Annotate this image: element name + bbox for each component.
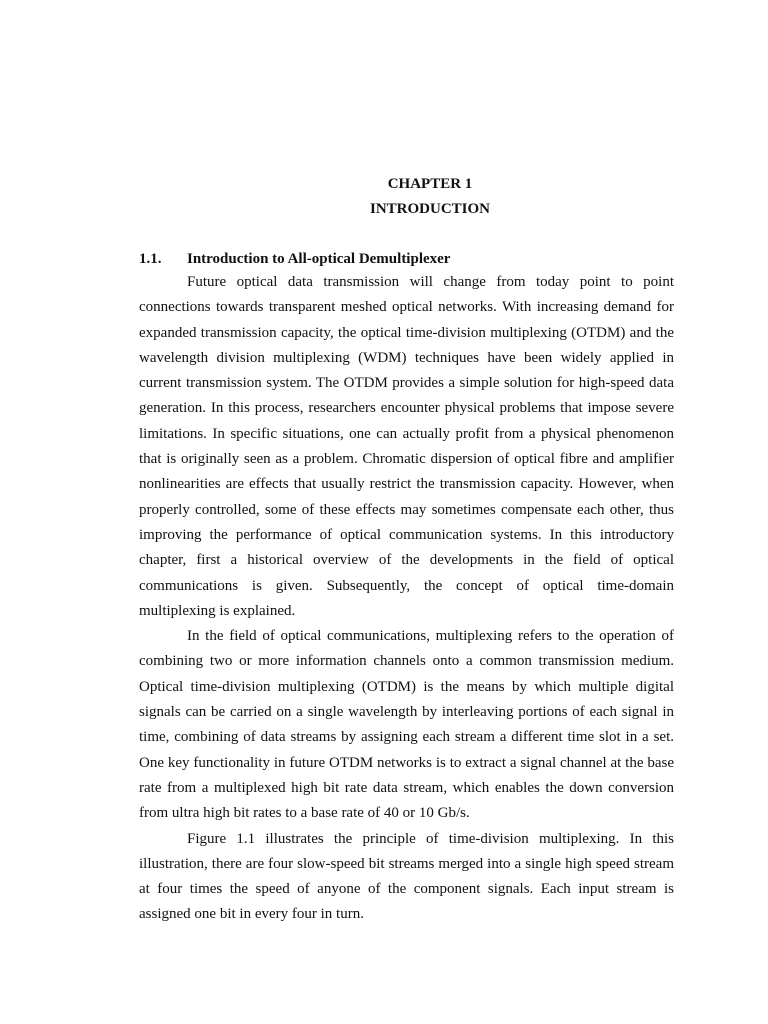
chapter-title: INTRODUCTION: [369, 201, 490, 217]
chapter-label: CHAPTER 1: [387, 176, 473, 192]
body-text: [139, 270, 674, 928]
paragraph: In the field of optical communications, multiplexing refers to the operation of combining two or more information channels onto a common transmission medium. Optical time-division multiplexing (OTDM) is the means by which multiple digital signals can be carried on a single wavelength by interleaving portions of each signal in time, combining of data streams by assigning each stream a different time slot in a set. One key functionality in future OTDM networks is to extract a signal channel at the base rate from a multiplexed high bit rate data stream, which enables the down conversion from ultra high bit rates to a base rate of 40 or 10 Gb/s.: [139, 628, 674, 822]
chapter-header: [139, 172, 721, 222]
section-title: Introduction to All-optical Demultiplexer: [187, 251, 451, 267]
paragraph: Future optical data transmission will change from today point to point connections towards transparent meshed optical networks. With increasing demand for expanded transmission capacity, the optical time-division multiplexing (OTDM) and the wavelength division multiplexing (WDM) techniques have been widely applied in current transmission system. The OTDM provides a simple solution for high-speed data generation. In this process, researchers encounter physical problems that impose severe limitations. In specific situations, one can actually profit from a physical phenomenon that is originally seen as a problem. Chromatic dispersion of optical fibre and amplifier nonlinearities are effects that usually restrict the transmission capacity. However, when properly controlled, some of these effects may sometimes compensate each other, thus improving the performance of optical communication systems. In this introductory chapter, first a historical overview of the developments in the field of optical communications is given. Subsequently, the concept of optical time-domain multiplexing is explained.: [139, 274, 674, 619]
section-heading: [139, 249, 679, 269]
section-number: 1.1.: [139, 251, 162, 267]
paragraph: Figure 1.1 illustrates the principle of time-division multiplexing. In this illustration, there are four slow-speed bit streams merged into a single high speed stream at four times the speed of anyone of the component signals. Each input stream is assigned one bit in every four in turn.: [139, 830, 674, 923]
